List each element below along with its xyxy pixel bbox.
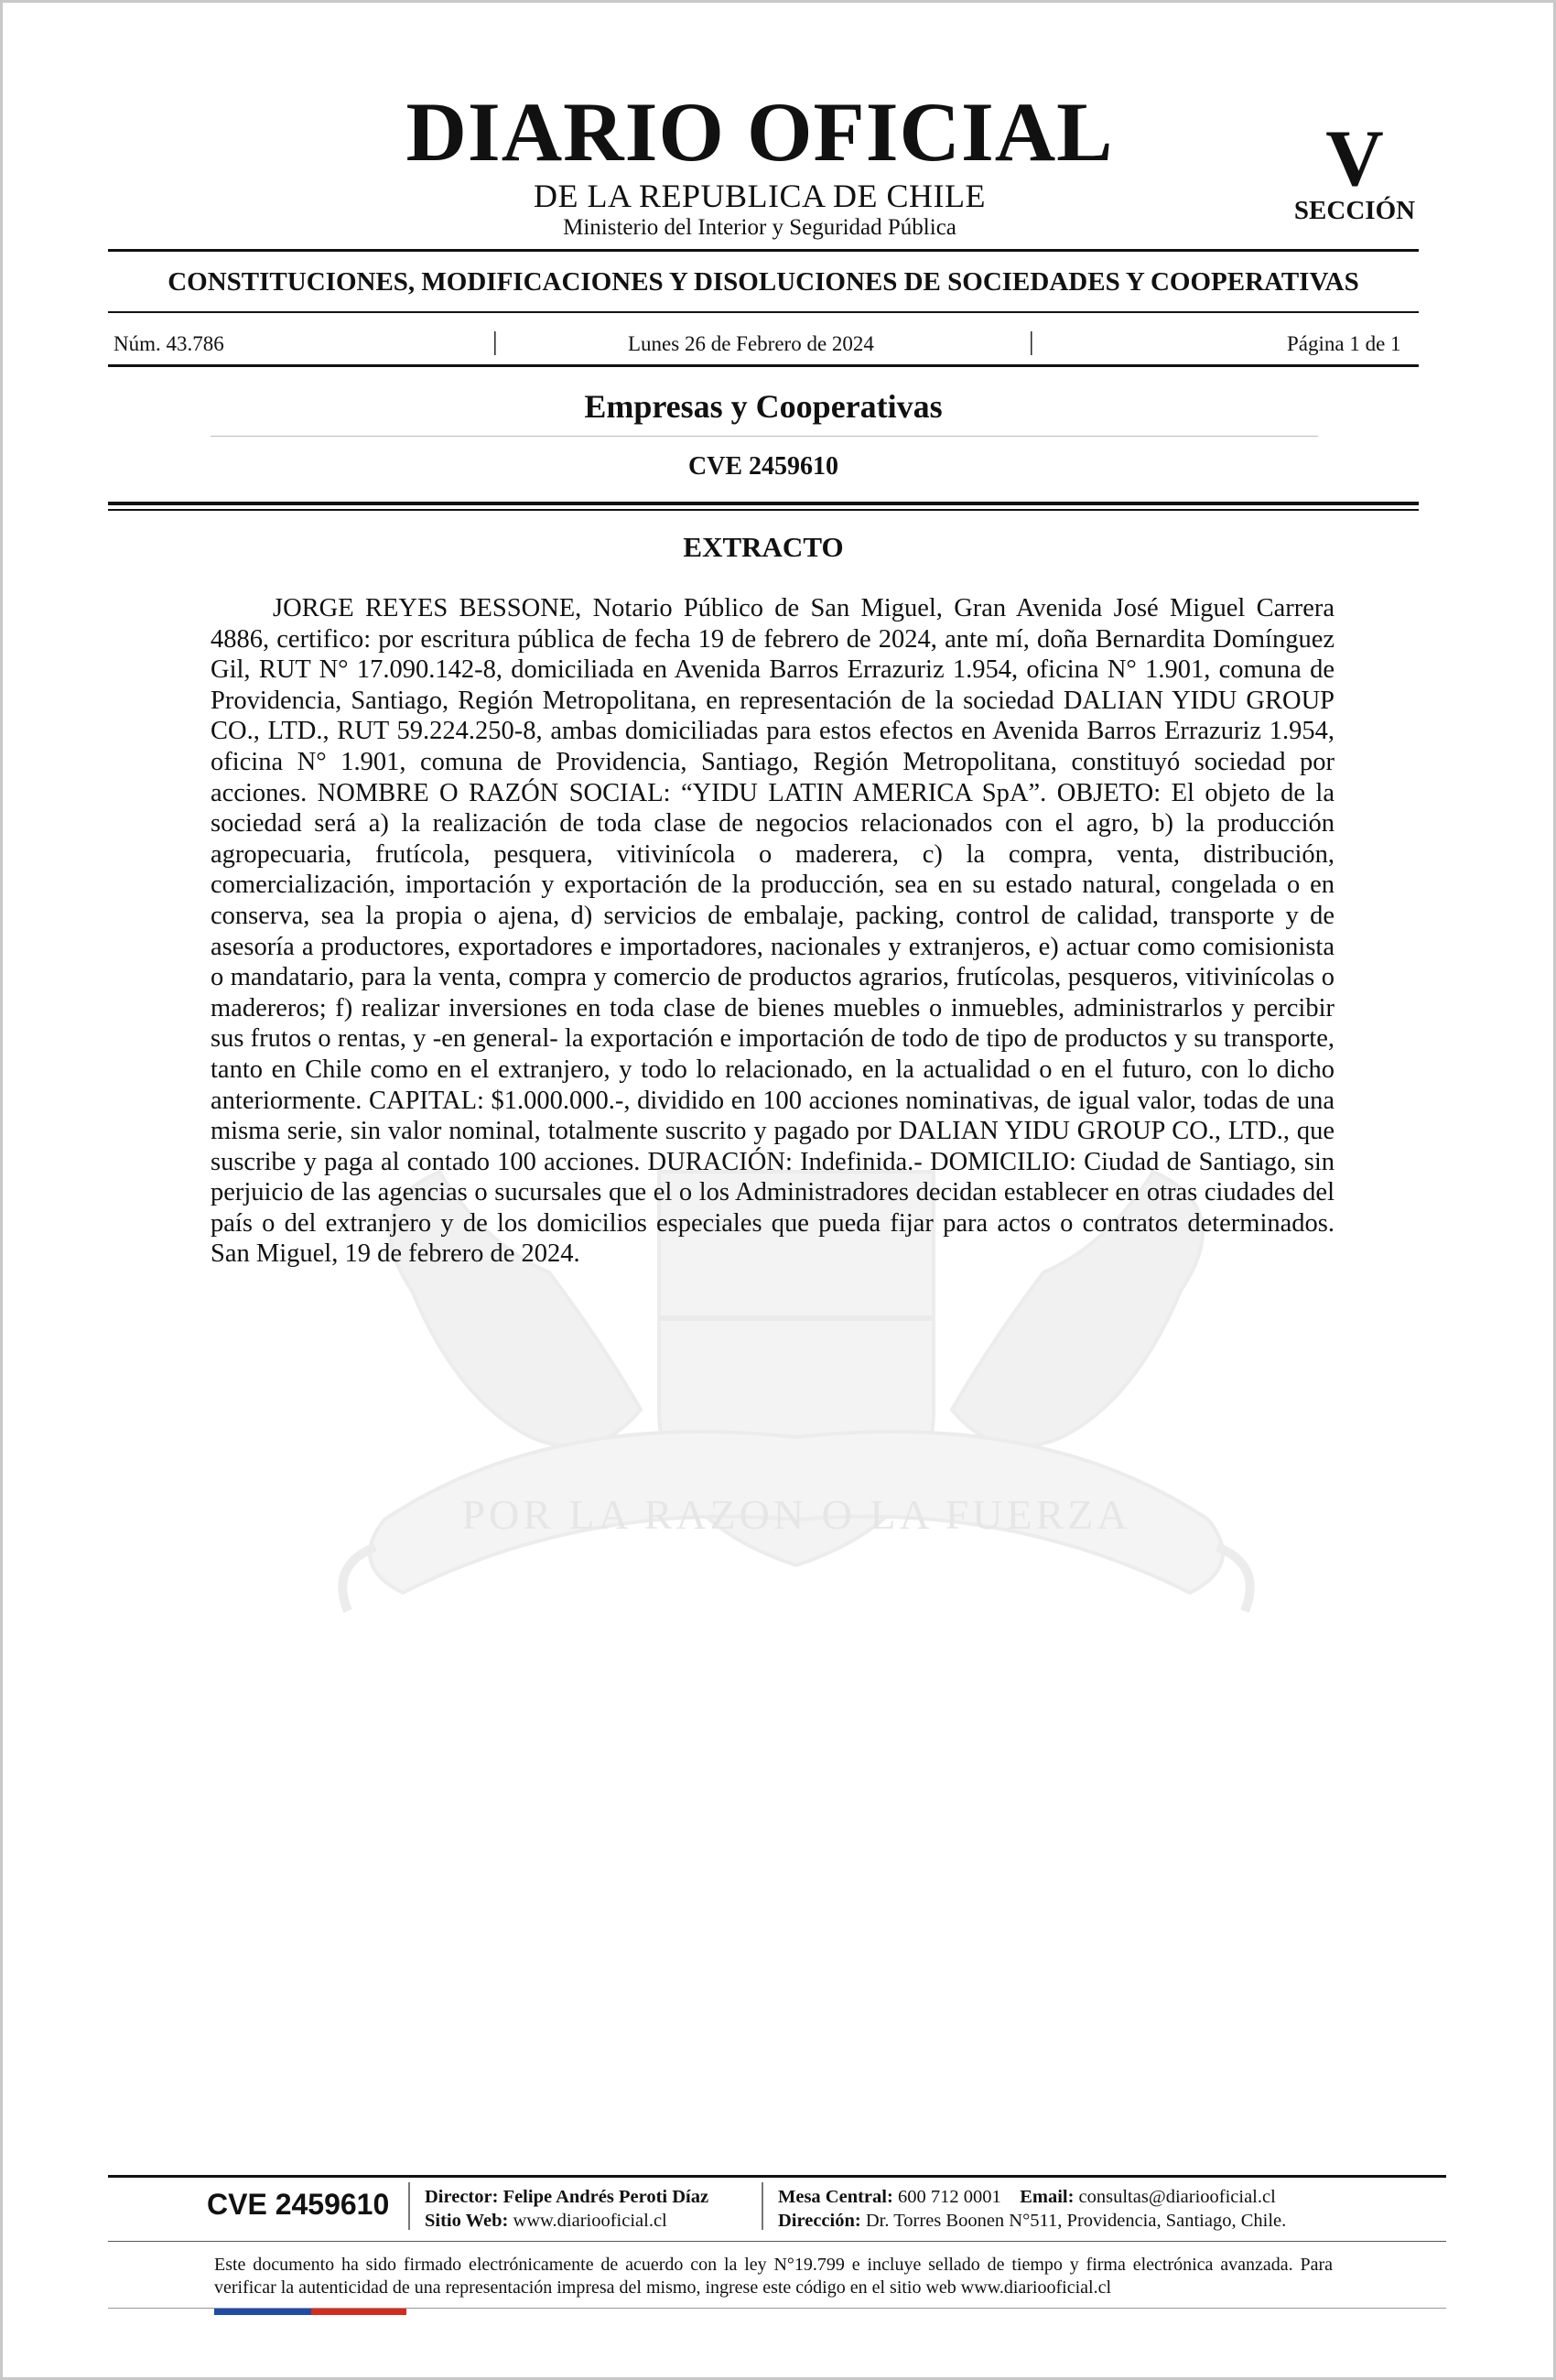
director-label: Director: — [425, 2187, 499, 2207]
email-value[interactable]: consultas@diariooficial.cl — [1078, 2187, 1276, 2207]
page-number: Página 1 de 1 — [1287, 332, 1401, 355]
footer-cve-code: CVE 2459610 — [207, 2188, 390, 2221]
footer-contact — [778, 2188, 1276, 2207]
issue-number: Núm. 43.786 — [113, 332, 224, 355]
cve-divider-bottom — [108, 509, 1419, 511]
footer-divider-middle — [108, 2241, 1446, 2242]
web-value[interactable]: www.diariooficial.cl — [513, 2211, 667, 2231]
category-divider — [211, 436, 1318, 437]
flag-stripe-red — [311, 2309, 406, 2315]
section-banner: CONSTITUCIONES, MODIFICACIONES Y DISOLUCIONES DE SOCIEDADES Y COOPERATIVAS — [167, 267, 1359, 297]
document-body: JORGE REYES BESSONE, Notario Público de San Miguel, Gran Avenida José Miguel Carrera 4886, certifico: por escritura pública de fecha 19 de febrero de 2024, ante mí, doña Bernardita Domínguez Gil, RUT N° 17.090.142-8, domiciliada en Avenida Barros Errazuriz 1.954, oficina N° 1.901, comuna de Providencia, Santiago, Región Metropolitana, en representación de la sociedad DALIAN YIDU GROUP CO., LTD., RUT 59.224.250-8, ambas domiciliadas para estos efectos en Avenida Barros Errazuriz 1.954, oficina N° 1.901, comuna de Providencia, Santiago, Región Metropolitana, constituyó sociedad por acciones. NOMBRE O RAZÓN SOCIAL: “YIDU LATIN AMERICA SpA”. OBJETO: El objeto de la sociedad será a) la realización de toda clase de negocios relacionados con el agro, b) la producción agropecuaria, frutícola, pesquera, vitivinícola o maderera, c) la compra, venta, distribución, comercialización, importación y exportación de la producción, sea en su estado natural, congelada o en conserva, sea la propia o ajena, d) servicios de embalaje, packing, control de calidad, transporte y de asesoría a productores, exportadores e importadores, nacionales y extranjeros, e) actuar como comisionista o mandatario, para la venta, compra y comercio de productos agrarios, frutícolas, pesqueros, vitivinícolas o madereros; f) realizar inversiones en toda clase de bienes muebles o inmuebles, administrarlos y percibir sus frutos o rentas, y -en general- la exportación e importación de todo de tipo de productos y su transporte, tanto en Chile como en el extranjero, y todo lo relacionado, en la actualidad o en el futuro, con lo dicho anteriormente. CAPITAL: $1.000.000.-, dividido en 100 acciones nominativas, de igual valor, todas de una misma serie, sin valor nominal, totalmente suscrito y pagado por DALIAN YIDU GROUP CO., LTD., que suscribe y paga al contado 100 acciones. DURACIÓN: Indefinida.- DOMICILIO: Ciudad de Santiago, sin perjuicio de las agencias o sucursales que el o los Administradores decidan establecer en otras ciudades del país o del extranjero y de los domicilios especiales que pueda fijar para actos o contratos determinados. San Miguel, 19 de febrero de 2024. — [211, 594, 1334, 1269]
meta-separator: | — [1029, 328, 1034, 356]
cve-divider-top — [108, 502, 1419, 505]
watermark-motto: POR LA RAZON O LA FUERZA — [461, 1491, 1131, 1538]
phone-label: Mesa Central: — [778, 2187, 893, 2207]
footer-separator — [408, 2182, 410, 2230]
document-title: EXTRACTO — [683, 531, 844, 563]
footer-website — [425, 2212, 667, 2231]
phone-value: 600 712 0001 — [897, 2187, 1001, 2207]
meta-separator: | — [492, 328, 498, 356]
email-label: Email: — [1020, 2187, 1075, 2207]
footer-separator — [762, 2182, 763, 2230]
cve-code: CVE 2459610 — [687, 452, 839, 481]
footer-address — [778, 2212, 1286, 2231]
section-label: SECCIÓN — [1293, 196, 1416, 225]
footer-disclaimer: Este documento ha sido firmado electrónicamente de acuerdo con la ley N°19.799 e incluye sellado de tiempo y firma electrónica avanzada. Para verificar la autenticidad de una representación impresa del mismo, ingrese este código en el sitio web www.diariooficial.cl — [214, 2255, 1333, 2298]
web-label: Sitio Web: — [425, 2211, 509, 2231]
section-letter: V — [1325, 114, 1384, 203]
meta-divider — [108, 364, 1419, 367]
address-value: Dr. Torres Boonen N°511, Providencia, Santiago, Chile. — [865, 2211, 1287, 2231]
category-title: Empresas y Cooperativas — [584, 388, 943, 425]
masthead-title: DIARIO OFICIAL — [405, 85, 1114, 178]
masthead-divider — [108, 249, 1419, 252]
footer-divider-top — [108, 2175, 1446, 2178]
masthead-subtitle: DE LA REPUBLICA DE CHILE — [534, 178, 986, 214]
banner-divider — [108, 311, 1419, 313]
director-value: Felipe Andrés Peroti Díaz — [502, 2187, 709, 2207]
masthead-ministry: Ministerio del Interior y Seguridad Pública — [563, 215, 956, 240]
issue-date: Lunes 26 de Febrero de 2024 — [628, 332, 874, 355]
footer-director — [425, 2188, 708, 2207]
flag-stripe-blue — [214, 2309, 311, 2315]
address-label: Dirección: — [778, 2211, 861, 2231]
